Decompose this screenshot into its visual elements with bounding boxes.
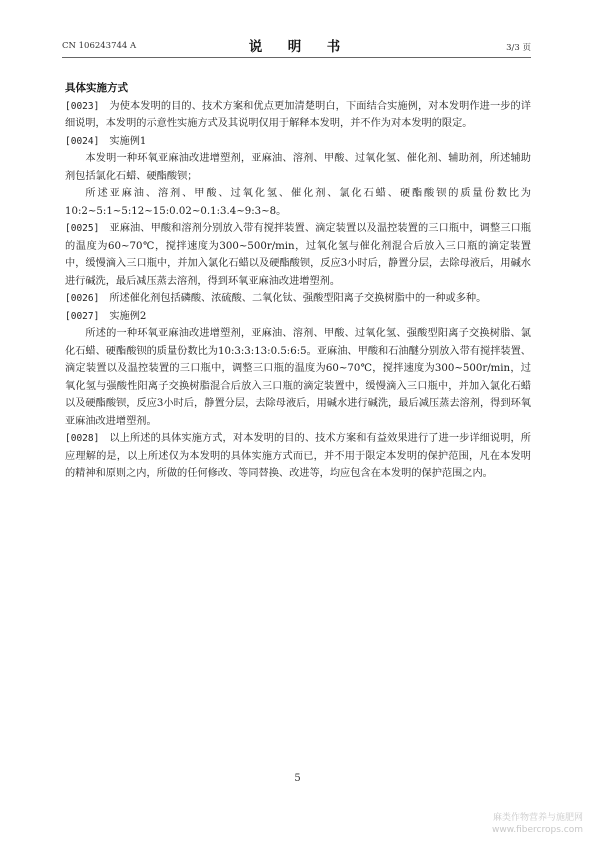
- paragraph-0024: [65, 133, 531, 151]
- paragraph-continuation: [65, 185, 531, 220]
- header-divider: [62, 57, 531, 58]
- paragraph-text: 所述的一种环氧亚麻油改进增塑剂，亚麻油、溶剂、甲酸、过氧化氢、强酸型阳离子交换树脂、氯化石蜡、硬酯酸钡的质量份数比为10:3:3:13:0.5:6:5。亚麻油、甲酸和石油醚分别放入带有搅拌装置、滴定装置以及温控装置的三口瓶中，调整三口瓶的温度为60~70℃，搅拌速度为300~500r/min，过氧化氢与强酸性阳离子交换树脂混合后放入三口瓶的滴定装置中，缓慢滴入三口瓶中，并加入氯化石蜡以及硬酯酸钡，反应3小时后，静置分层，去除母液后，用碱水进行碱洗，最后减压蒸去溶剂，得到环氧亚麻油改进增塑剂。: [65, 328, 531, 427]
- paragraph-text: 为使本发明的目的、技术方案和优点更加清楚明白，下面结合实施例，对本发明作进一步的详细说明，本发明的示意性实施方式及其说明仅用于解释本发明，并不作为对本发明的限定。: [65, 100, 531, 129]
- document-body: [65, 80, 531, 483]
- paragraph-number: [0025]: [65, 223, 100, 234]
- page-info: 3/3 页: [506, 43, 531, 53]
- paragraph-0027: [65, 308, 531, 326]
- paragraph-number: [0023]: [65, 100, 100, 112]
- paragraph-number: [0028]: [65, 433, 100, 444]
- paragraph-0028: [65, 430, 531, 483]
- watermark: [492, 812, 583, 836]
- patent-number: CN 106243744 A: [62, 41, 137, 51]
- paragraph-text: 实施例2: [109, 310, 147, 322]
- section-title: 具体实施方式: [65, 82, 128, 94]
- paragraph-0026: [65, 290, 531, 308]
- paragraph-continuation: [65, 325, 531, 430]
- paragraph-text: 本发明一种环氧亚麻油改进增塑剂，亚麻油、溶剂、甲酸、过氧化氢、催化剂、辅助剂，所述辅助剂包括氯化石蜡、硬酯酸钡；: [65, 153, 531, 182]
- document-title: 说 明 书: [248, 39, 347, 55]
- paragraph-text: 所述催化剂包括磷酸、浓硫酸、二氧化钛、强酸型阳离子交换树脂中的一种或多种。: [109, 293, 487, 304]
- paragraph-number: [0027]: [65, 310, 100, 322]
- watermark-url: www.fibercrops.com: [492, 825, 583, 835]
- paragraph-0023: [65, 98, 531, 133]
- paragraph-text: 以上所述的具体实施方式，对本发明的目的、技术方案和有益效果进行了进一步详细说明，所应理解的是，以上所述仅为本发明的具体实施方式而已，并不用于限定本发明的保护范围，凡在本发明的精神和原则之内，所做的任何修改、等同替换、改进等，均应包含在本发明的保护范围之内。: [65, 433, 531, 479]
- paragraph-number: [0024]: [65, 135, 100, 147]
- paragraph-text: 亚麻油、甲酸和溶剂分别放入带有搅拌装置、滴定装置以及温控装置的三口瓶中，调整三口瓶的温度为60~70℃，搅拌速度为300~500r/min，过氧化氢与催化剂混合后放入三口瓶的滴定装置中，缓慢滴入三口瓶中，并加入氯化石蜡以及硬酯酸钡，反应3小时后，静置分层，去除母液后，用碱水进行碱洗，最后减压蒸去溶剂，得到环氧亚麻油改进增塑剂。: [65, 223, 531, 287]
- paragraph-number: [0026]: [65, 293, 100, 304]
- page-number: 5: [294, 773, 301, 784]
- paragraph-continuation: [65, 150, 531, 185]
- paragraph-text: 实施例1: [109, 135, 147, 147]
- watermark-site-name: 麻类作物营养与施肥网: [492, 813, 583, 823]
- paragraph-text: 所述亚麻油、溶剂、甲酸、过氧化氢、催化剂、氯化石蜡、硬酯酸钡的质量份数比为10:2~5:1~5:12~15:0.02~0.1:3.4~9:3~8。: [65, 188, 531, 217]
- paragraph-0025: [65, 220, 531, 290]
